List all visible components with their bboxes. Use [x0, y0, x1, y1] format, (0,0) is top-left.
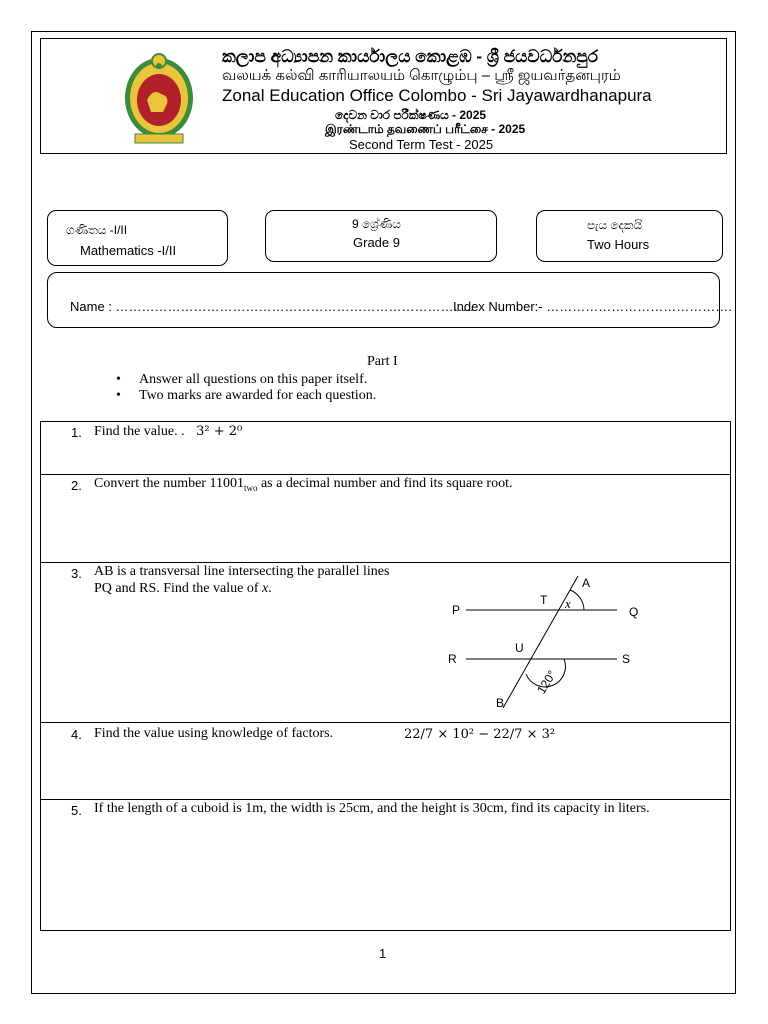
question-text	[94, 581, 272, 597]
question-1-text: Find the value. .	[94, 424, 185, 439]
question-text	[94, 476, 513, 493]
grade-sinhala: 9 ශ්‍රේණිය	[352, 217, 401, 231]
label-r: R	[448, 652, 457, 666]
question-4-expression: 22/7 × 10² − 22/7 × 3²	[404, 727, 556, 742]
question-3-text-cont: PQ and RS. Find the value of	[94, 581, 262, 596]
question-number: 4.	[71, 727, 82, 742]
subject-box	[47, 210, 228, 266]
instruction-text: Two marks are awarded for each question.	[139, 388, 377, 403]
subject-english: Mathematics -I/II	[80, 243, 177, 258]
term-tamil: இரண்டாம் தவணைப் பரீட்சை - 2025	[325, 122, 526, 136]
office-title-sinhala: කලාප අධ්‍යාපන කාර්යාලය කොළඹ - ශ්‍රී ජයවර්ධනපුර	[222, 47, 599, 66]
question-1-expression: 3² + 2⁰	[196, 424, 243, 439]
transversal-figure	[441, 571, 681, 721]
question-number: 1.	[71, 425, 82, 440]
angle-x-arc	[570, 590, 584, 610]
question-2-base: two	[243, 482, 258, 493]
question-number: 5.	[71, 803, 82, 818]
question-row-3	[41, 563, 730, 723]
question-number: 3.	[71, 566, 82, 581]
question-4-text: Find the value using knowledge of factors.	[94, 726, 334, 741]
grade-box	[265, 210, 497, 262]
label-q: Q	[629, 605, 639, 619]
question-3-variable: x	[262, 581, 269, 596]
question-2-text-cont: as a decimal number and find its square root.	[257, 476, 513, 491]
instruction-item	[116, 388, 376, 404]
label-s: S	[622, 652, 631, 666]
duration-box	[536, 210, 723, 262]
duration-english: Two Hours	[587, 237, 650, 252]
angle-x-label: x	[565, 596, 571, 611]
duration-sinhala: පැය දෙකයි	[587, 218, 643, 232]
question-row-5	[41, 800, 730, 930]
questions-table	[40, 421, 731, 931]
label-a: A	[582, 576, 591, 590]
office-title-tamil: வலயக் கல்வி காரியாலயம் கொழும்பு – ஸ்ரீ ஜயவர்தனபுரம்	[222, 67, 621, 84]
question-text	[94, 801, 650, 817]
index-number-field[interactable]: Index Number:- …………………………………….	[453, 299, 732, 314]
question-text	[94, 564, 389, 580]
angle-120-label: 120°	[534, 667, 560, 697]
grade-english: Grade 9	[353, 235, 400, 250]
label-t: T	[540, 593, 548, 607]
part-title: Part I	[367, 354, 398, 369]
question-row-4	[41, 723, 730, 800]
page-number: 1	[379, 946, 387, 961]
bullet-icon: •	[116, 388, 121, 403]
bullet-icon: •	[116, 372, 121, 387]
question-3-period: .	[268, 581, 272, 596]
label-u: U	[515, 641, 524, 655]
subject-sinhala: ගණිතය -I/II	[66, 223, 128, 237]
question-text	[94, 424, 242, 440]
term-english: Second Term Test - 2025	[349, 137, 494, 152]
instruction-item	[116, 372, 367, 388]
question-row-1	[41, 422, 730, 475]
office-title-english: Zonal Education Office Colombo - Sri Jayawardhanapura	[222, 86, 652, 105]
name-field[interactable]: Name : ………………………………………………………………………..	[70, 299, 474, 314]
term-sinhala: දෙවන වාර පරීක්ෂණය - 2025	[335, 108, 487, 122]
question-text	[94, 726, 333, 742]
label-p: P	[452, 603, 461, 617]
question-5-text: If the length of a cuboid is 1m, the width is 25cm, and the height is 30cm, find its capacity in liters.	[94, 801, 650, 816]
question-number: 2.	[71, 478, 82, 493]
instruction-text: Answer all questions on this paper itself.	[139, 372, 368, 387]
question-3-text: AB is a transversal line intersecting the parallel lines	[94, 564, 390, 579]
label-b: B	[496, 696, 505, 710]
student-details-box	[47, 272, 732, 328]
question-row-2	[41, 475, 730, 563]
question-2-text: Convert the number 11001	[94, 476, 244, 491]
emblem-logo	[95, 48, 223, 148]
